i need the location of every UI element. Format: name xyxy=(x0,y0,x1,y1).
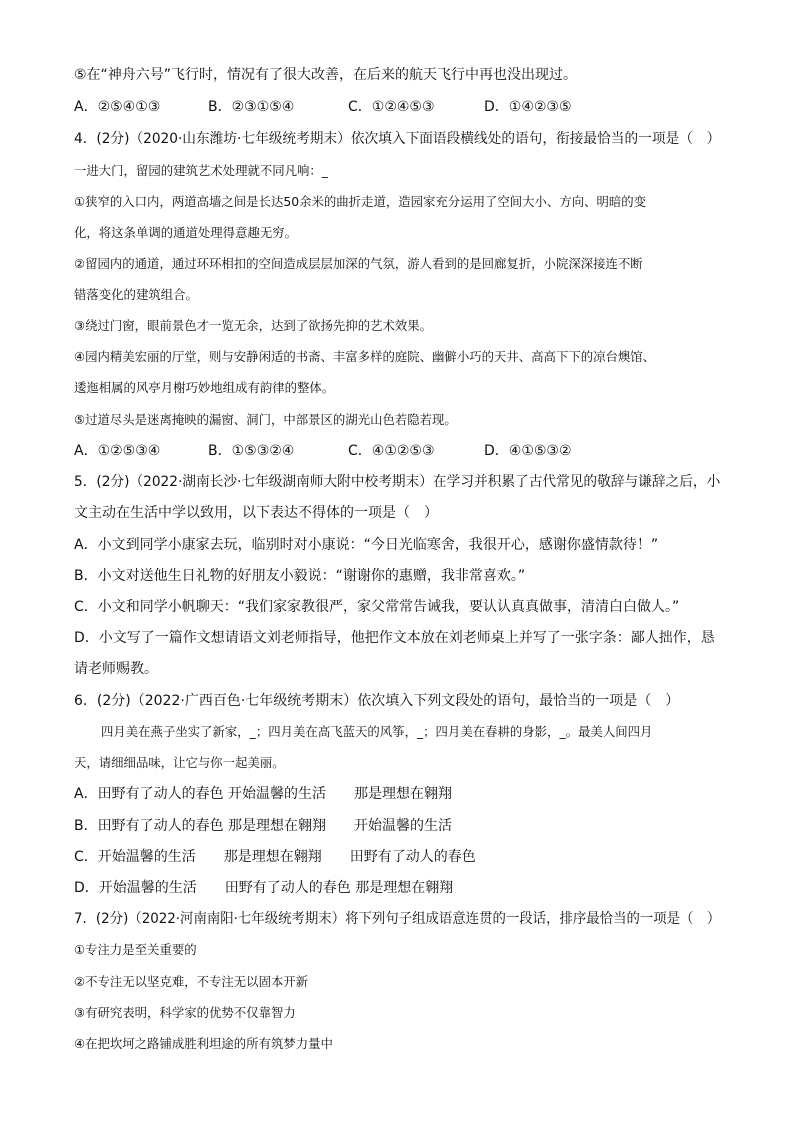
q4-line-7: 逶迤相属的风亭月榭巧妙地组成有韵律的整体。 xyxy=(74,380,335,395)
q4-option-d[interactable]: D．④①⑤③② xyxy=(484,443,572,459)
q6-option-a[interactable]: A．田野有了动人的春色 开始温馨的生活 那是理想在翱翔 xyxy=(74,786,453,802)
q7-item-2: ②不专注无以坚克难，不专注无以固本开新 xyxy=(74,974,309,989)
q5-stem-line-2: 文主动在生活中学以致用，以下表达不得体的一项是（ ） xyxy=(74,505,438,521)
q7-item-4: ④在把坎坷之路铺成胜利坦途的所有筑梦力量中 xyxy=(74,1036,333,1051)
q4-option-a[interactable]: A．①②⑤③④ xyxy=(74,443,161,459)
q5-option-d-line-2[interactable]: 请老师赐教。 xyxy=(74,661,158,677)
q3-option-b[interactable]: B．②③①⑤④ xyxy=(208,99,295,115)
q6-passage-line-1: 四月美在燕子坐实了新家，_；四月美在高飞蓝天的风筝，_；四月美在春耕的身影，_。最美人间四月 xyxy=(101,724,653,739)
q6-passage-line-2: 天，请细细品味，让它与你一起美丽。 xyxy=(74,755,285,770)
q7-item-1: ①专注力是至关重要的 xyxy=(74,942,197,957)
q4-stem: 4．(2分)（2020·山东潍坊·七年级统考期末）依次填入下面语段横线处的语句，衔接最恰当的一项是（ ） xyxy=(74,131,721,147)
q6-option-c[interactable]: C．开始温馨的生活 那是理想在翱翔 田野有了动人的春色 xyxy=(74,849,476,865)
q6-option-d[interactable]: D．开始温馨的生活 田野有了动人的春色 那是理想在翱翔 xyxy=(74,880,454,896)
q4-line-1: ①狭窄的入口内，两道高墙之间是长达50余米的曲折走道，造园家充分运用了空间大小、方向、明暗的变 xyxy=(74,194,647,209)
q3-item-5: ⑤在“神舟六号”飞行时，情况有了很大改善，在后来的航天飞行中再也没出现过。 xyxy=(74,67,578,83)
q4-lead: 一进大门，留园的建筑艺术处理就不同凡响：_ xyxy=(74,163,329,178)
q5-stem-line-1: 5．(2分)（2022·湖南长沙·七年级湖南师大附中校考期末）在学习并积累了古代常见的敬辞与谦辞之后，小 xyxy=(74,474,721,490)
q3-option-c[interactable]: C．①②④⑤③ xyxy=(348,99,435,115)
q6-option-b[interactable]: B．田野有了动人的春色 那是理想在翱翔 开始温馨的生活 xyxy=(74,818,453,834)
q4-option-b[interactable]: B．①⑤③②④ xyxy=(208,443,295,459)
q7-item-3: ③有研究表明，科学家的优势不仅靠智力 xyxy=(74,1005,296,1020)
q5-option-a[interactable]: A．小文到同学小康家去玩，临别时对小康说：“今日光临寒舍，我很开心，感谢你盛情款待！” xyxy=(74,537,659,553)
q4-line-3: ②留园内的通道，通过环环相扣的空间造成层层加深的气氛，游人看到的是回廊复折，小院深深接连不断 xyxy=(74,256,643,271)
q5-option-d-line-1[interactable]: D．小文写了一篇作文想请语文刘老师指导，他把作文本放在刘老师桌上并写了一张字条：鄙人拙作，恳 xyxy=(74,630,715,646)
q6-stem: 6．(2分)（2022·广西百色·七年级统考期末）依次填入下列文段处的语句，最恰当的一项是（ ） xyxy=(74,693,680,709)
q5-option-b[interactable]: B．小文对送他生日礼物的好朋友小毅说：“谢谢你的惠赠，我非常喜欢。” xyxy=(74,568,526,584)
q4-line-6: ④园内精美宏丽的厅堂，则与安静闲适的书斋、丰富多样的庭院、幽僻小巧的天井、高高下下的凉台燠馆、 xyxy=(74,349,656,364)
q4-line-2: 化，将这条单调的通道处理得意趣无穷。 xyxy=(74,225,298,240)
q4-line-4: 错落变化的建筑组合。 xyxy=(74,287,198,302)
q5-option-c[interactable]: C．小文和同学小帆聊天：“我们家家教很严，家父常常告诫我，要认认真真做事，清清白白做人。” xyxy=(74,599,680,615)
q7-stem: 7．(2分)（2022·河南南阳·七年级统考期末）将下列句子组成语意连贯的一段话，排序最恰当的一项是（ ） xyxy=(74,911,721,927)
q4-line-8: ⑤过道尽头是迷离掩映的漏窗、洞门，中部景区的湖光山色若隐若现。 xyxy=(74,412,457,427)
q4-line-5: ③绕过门窗，眼前景色才一览无余，达到了欲扬先抑的艺术效果。 xyxy=(74,318,433,333)
q4-option-c[interactable]: C．④①②⑤③ xyxy=(348,443,435,459)
q3-option-d[interactable]: D．①④②③⑤ xyxy=(484,99,572,115)
q3-option-a[interactable]: A．②⑤④①③ xyxy=(74,99,161,115)
